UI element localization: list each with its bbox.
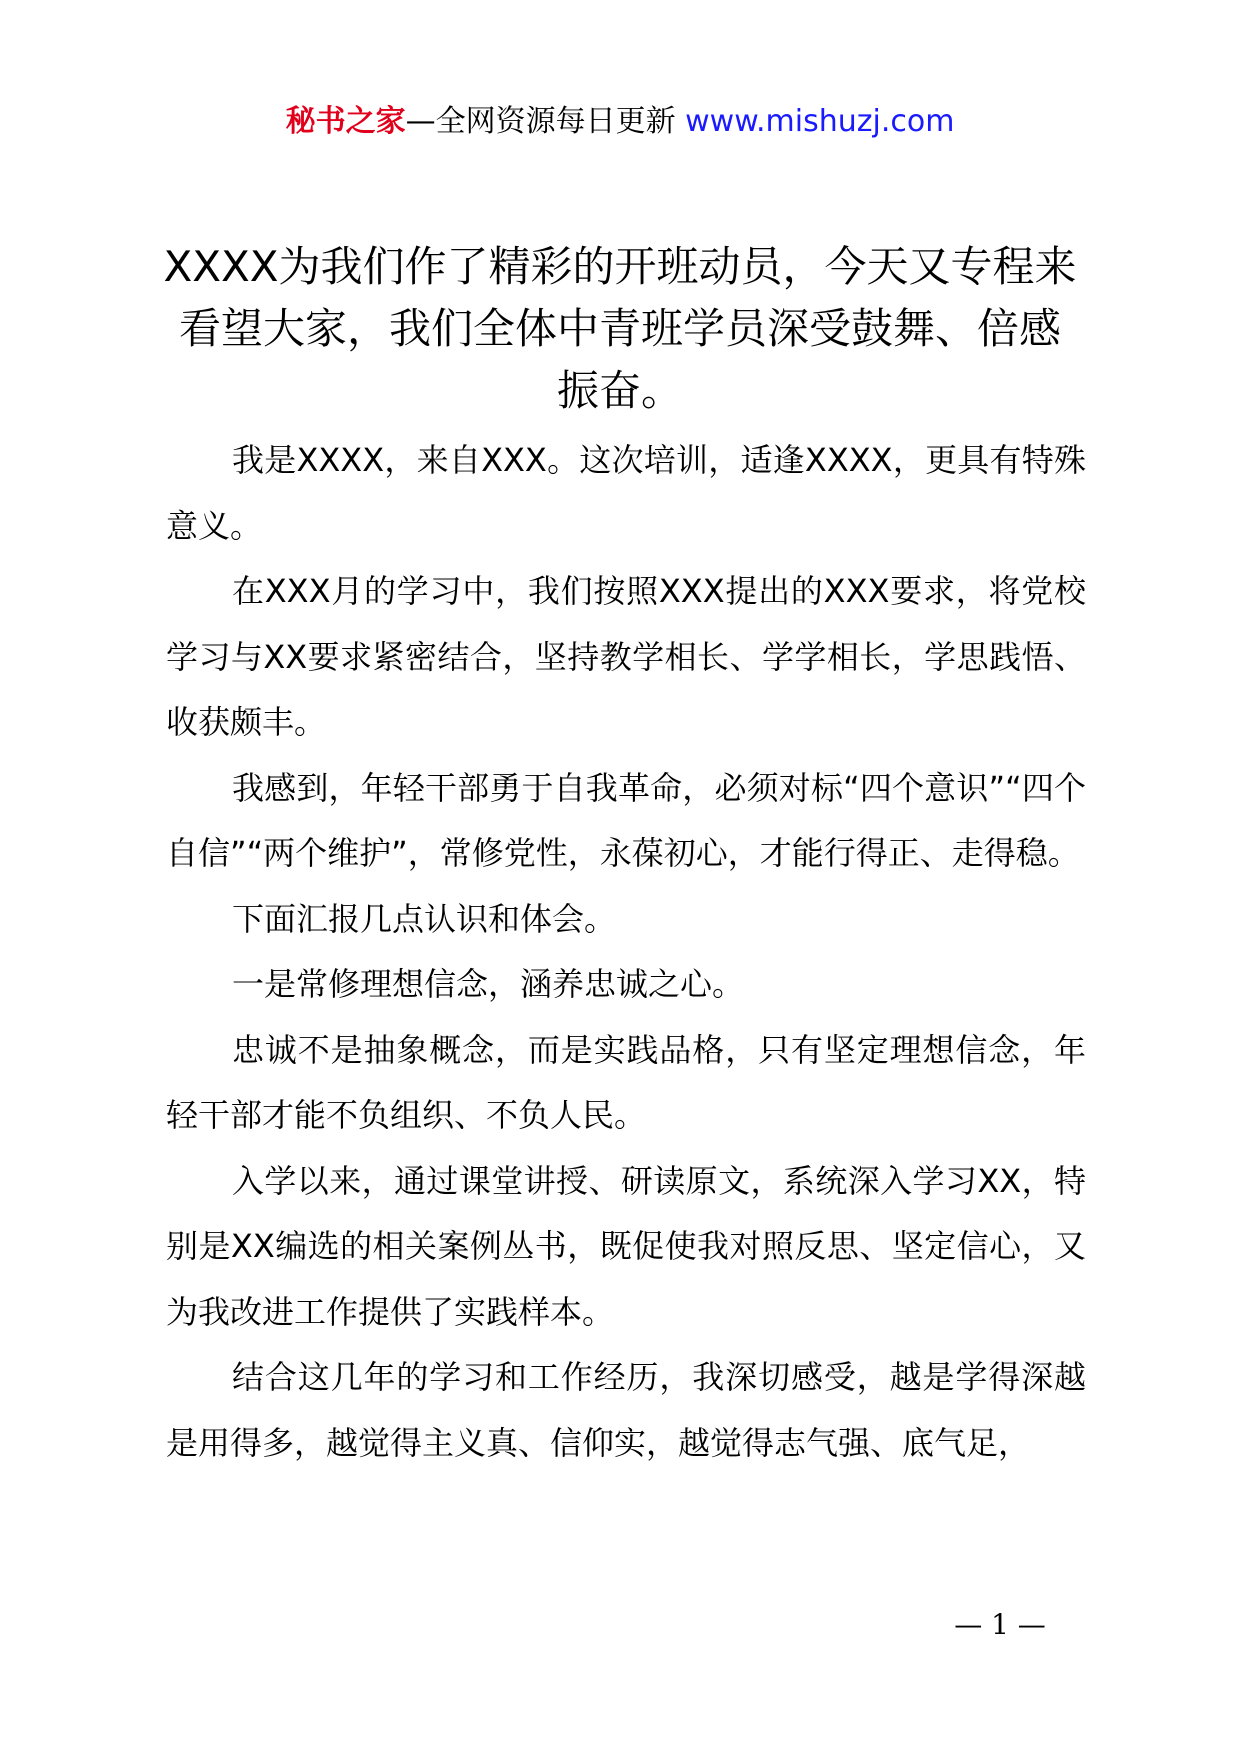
paragraph: 我感到，年轻干部勇于自我革命，必须对标“四个意识”“四个自信”“两个维护”，常修党性，永葆初心，才能行得正、走得稳。	[166, 768, 1086, 872]
paragraph: 结合这几年的学习和工作经历，我深切感受，越是学得深越是用得多，越觉得主义真、信仰实，越觉得志气强、底气足，	[166, 1358, 1086, 1462]
site-tagline: —全网资源每日更新	[405, 104, 676, 139]
paragraph: 下面汇报几点认识和体会。	[232, 899, 617, 938]
paragraph: 一是常修理想信念，涵养忠诚之心。	[232, 965, 745, 1003]
document-title: XXXX为我们作了精彩的开班动员，今天又专程来看望大家，我们全体中青班学员深受鼓舞、倍感振奋。	[163, 242, 1077, 415]
paragraph: 忠诚不是抽象概念，而是实践品格，只有坚定理想信念，年轻干部才能不负组织、不负人民。	[166, 1030, 1086, 1134]
paragraph: 入学以来，通过课堂讲授、研读原文，系统深入学习XX，特别是XX编选的相关案例丛书，既促使我对照反思、坚定信心，又为我改进工作提供了实践样本。	[166, 1161, 1086, 1331]
page-number: — 1 —	[954, 1608, 1046, 1641]
site-brand: 秘书之家	[285, 104, 406, 139]
paragraph: 我是XXXX，来自XXX。这次培训，适逢XXXX，更具有特殊意义。	[166, 441, 1086, 545]
paragraph: 在XXX月的学习中，我们按照XXX提出的XXX要求，将党校学习与XX要求紧密结合，坚持教学相长、学学相长，学思践悟、收获颇丰。	[166, 572, 1086, 741]
site-url-link[interactable]: www.mishuzj.com	[685, 104, 955, 139]
document-body	[166, 428, 1086, 1476]
site-header	[0, 100, 1240, 144]
